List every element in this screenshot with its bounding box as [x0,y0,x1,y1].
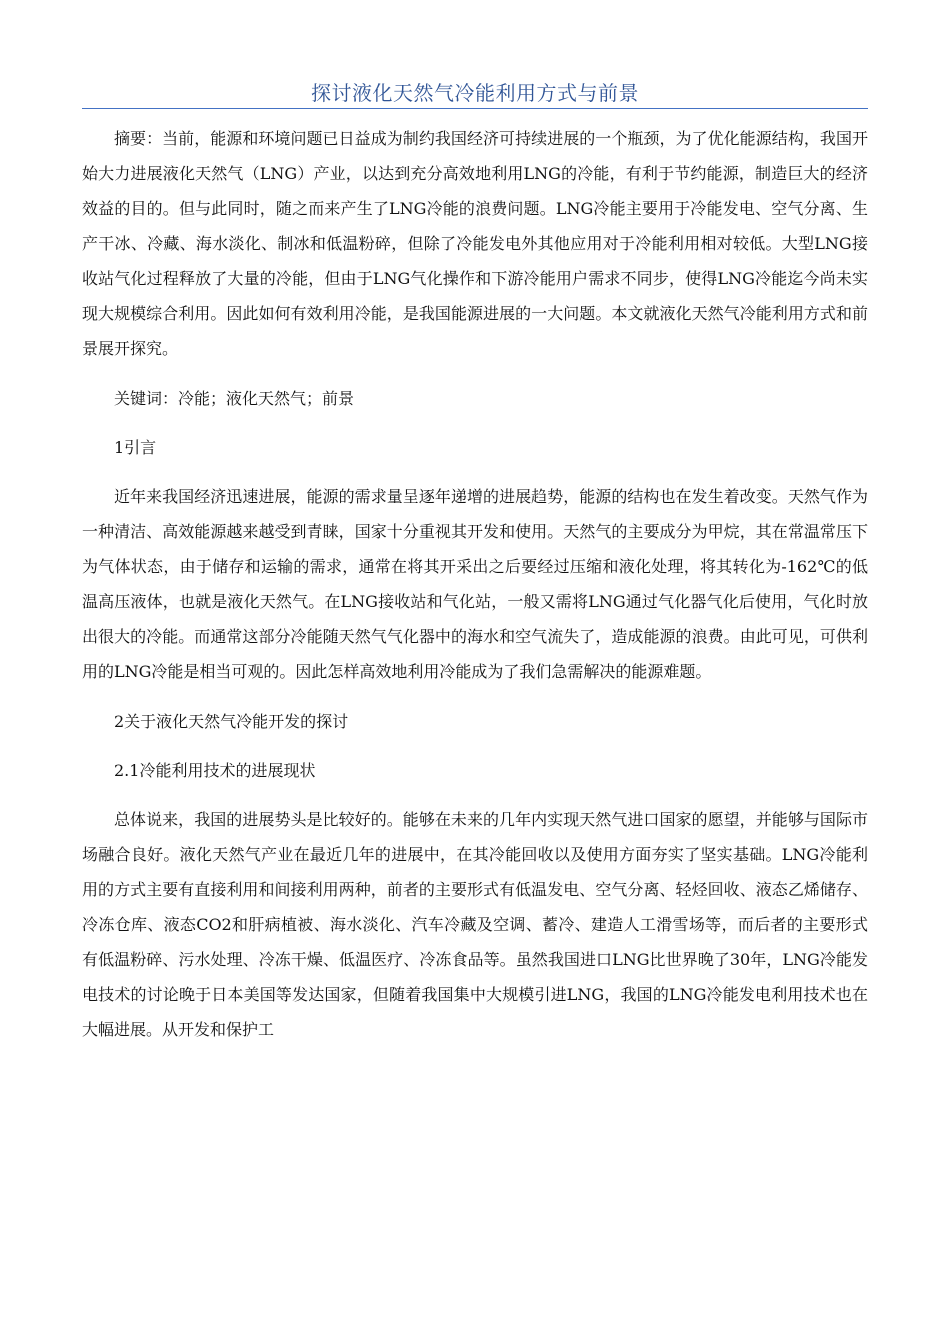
section-2-1-paragraph: 总体说来，我国的进展势头是比较好的。能够在未来的几年内实现天然气进口国家的愿望，并能够与国际市场融合良好。液化天然气产业在最近几年的进展中，在其冷能回收以及使用方面夯实了坚实基础。LNG冷能利用的方式主要有直接利用和间接利用两种，前者的主要形式有低温发电、空气分离、轻烃回收、液态乙烯储存、冷冻仓库、液态CO2和肝病植被、海水淡化、汽车冷藏及空调、蓄冷、建造人工滑雪场等，而后者的主要形式有低温粉碎、污水处理、冷冻干燥、低温医疗、冷冻食品等。虽然我国进口LNG比世界晚了30年，LNG冷能发电技术的讨论晚于日本美国等发达国家，但随着我国集中大规模引进LNG，我国的LNG冷能发电利用技术也在大幅进展。从开发和保护工 [82,810,868,1039]
abstract-paragraph: 摘要：当前，能源和环境问题已日益成为制约我国经济可持续进展的一个瓶颈，为了优化能源结构，我国开始大力进展液化天然气（LNG）产业，以达到充分高效地利用LNG的冷能，有利于节约能源，制造巨大的经济效益的目的。但与此同时，随之而来产生了LNG冷能的浪费问题。LNG冷能主要用于冷能发电、空气分离、生产干冰、冷藏、海水淡化、制冰和低温粉碎，但除了冷能发电外其他应用对于冷能利用相对较低。大型LNG接收站气化过程释放了大量的冷能，但由于LNG气化操作和下游冷能用户需求不同步，使得LNG冷能迄今尚未实现大规模综合利用。因此如何有效利用冷能，是我国能源进展的一大问题。本文就液化天然气冷能利用方式和前景展开探究。 [82,129,868,358]
document-body [82,121,868,1062]
section-1-heading: 1引言 [114,438,157,457]
title-divider [82,108,868,109]
section-1-paragraph: 近年来我国经济迅速进展，能源的需求量呈逐年递增的进展趋势，能源的结构也在发生着改变。天然气作为一种清洁、高效能源越来越受到青睐，国家十分重视其开发和使用。天然气的主要成分为甲烷，其在常温常压下为气体状态，由于储存和运输的需求，通常在将其开采出之后要经过压缩和液化处理，将其转化为-162℃的低温高压液体，也就是液化天然气。在LNG接收站和气化站，一般又需将LNG通过气化器气化后使用，气化时放出很大的冷能。而通常这部分冷能随天然气气化器中的海水和空气流失了，造成能源的浪费。由此可见，可供利用的LNG冷能是相当可观的。因此怎样高效地利用冷能成为了我们急需解决的能源难题。 [82,487,868,681]
section-2-heading: 2关于液化天然气冷能开发的探讨 [114,712,349,731]
keywords-line: 关键词：冷能；液化天然气；前景 [114,389,355,408]
page-title: 探讨液化天然气冷能利用方式与前景 [311,81,639,105]
section-2-1-heading: 2.1冷能利用技术的进展现状 [114,761,316,780]
